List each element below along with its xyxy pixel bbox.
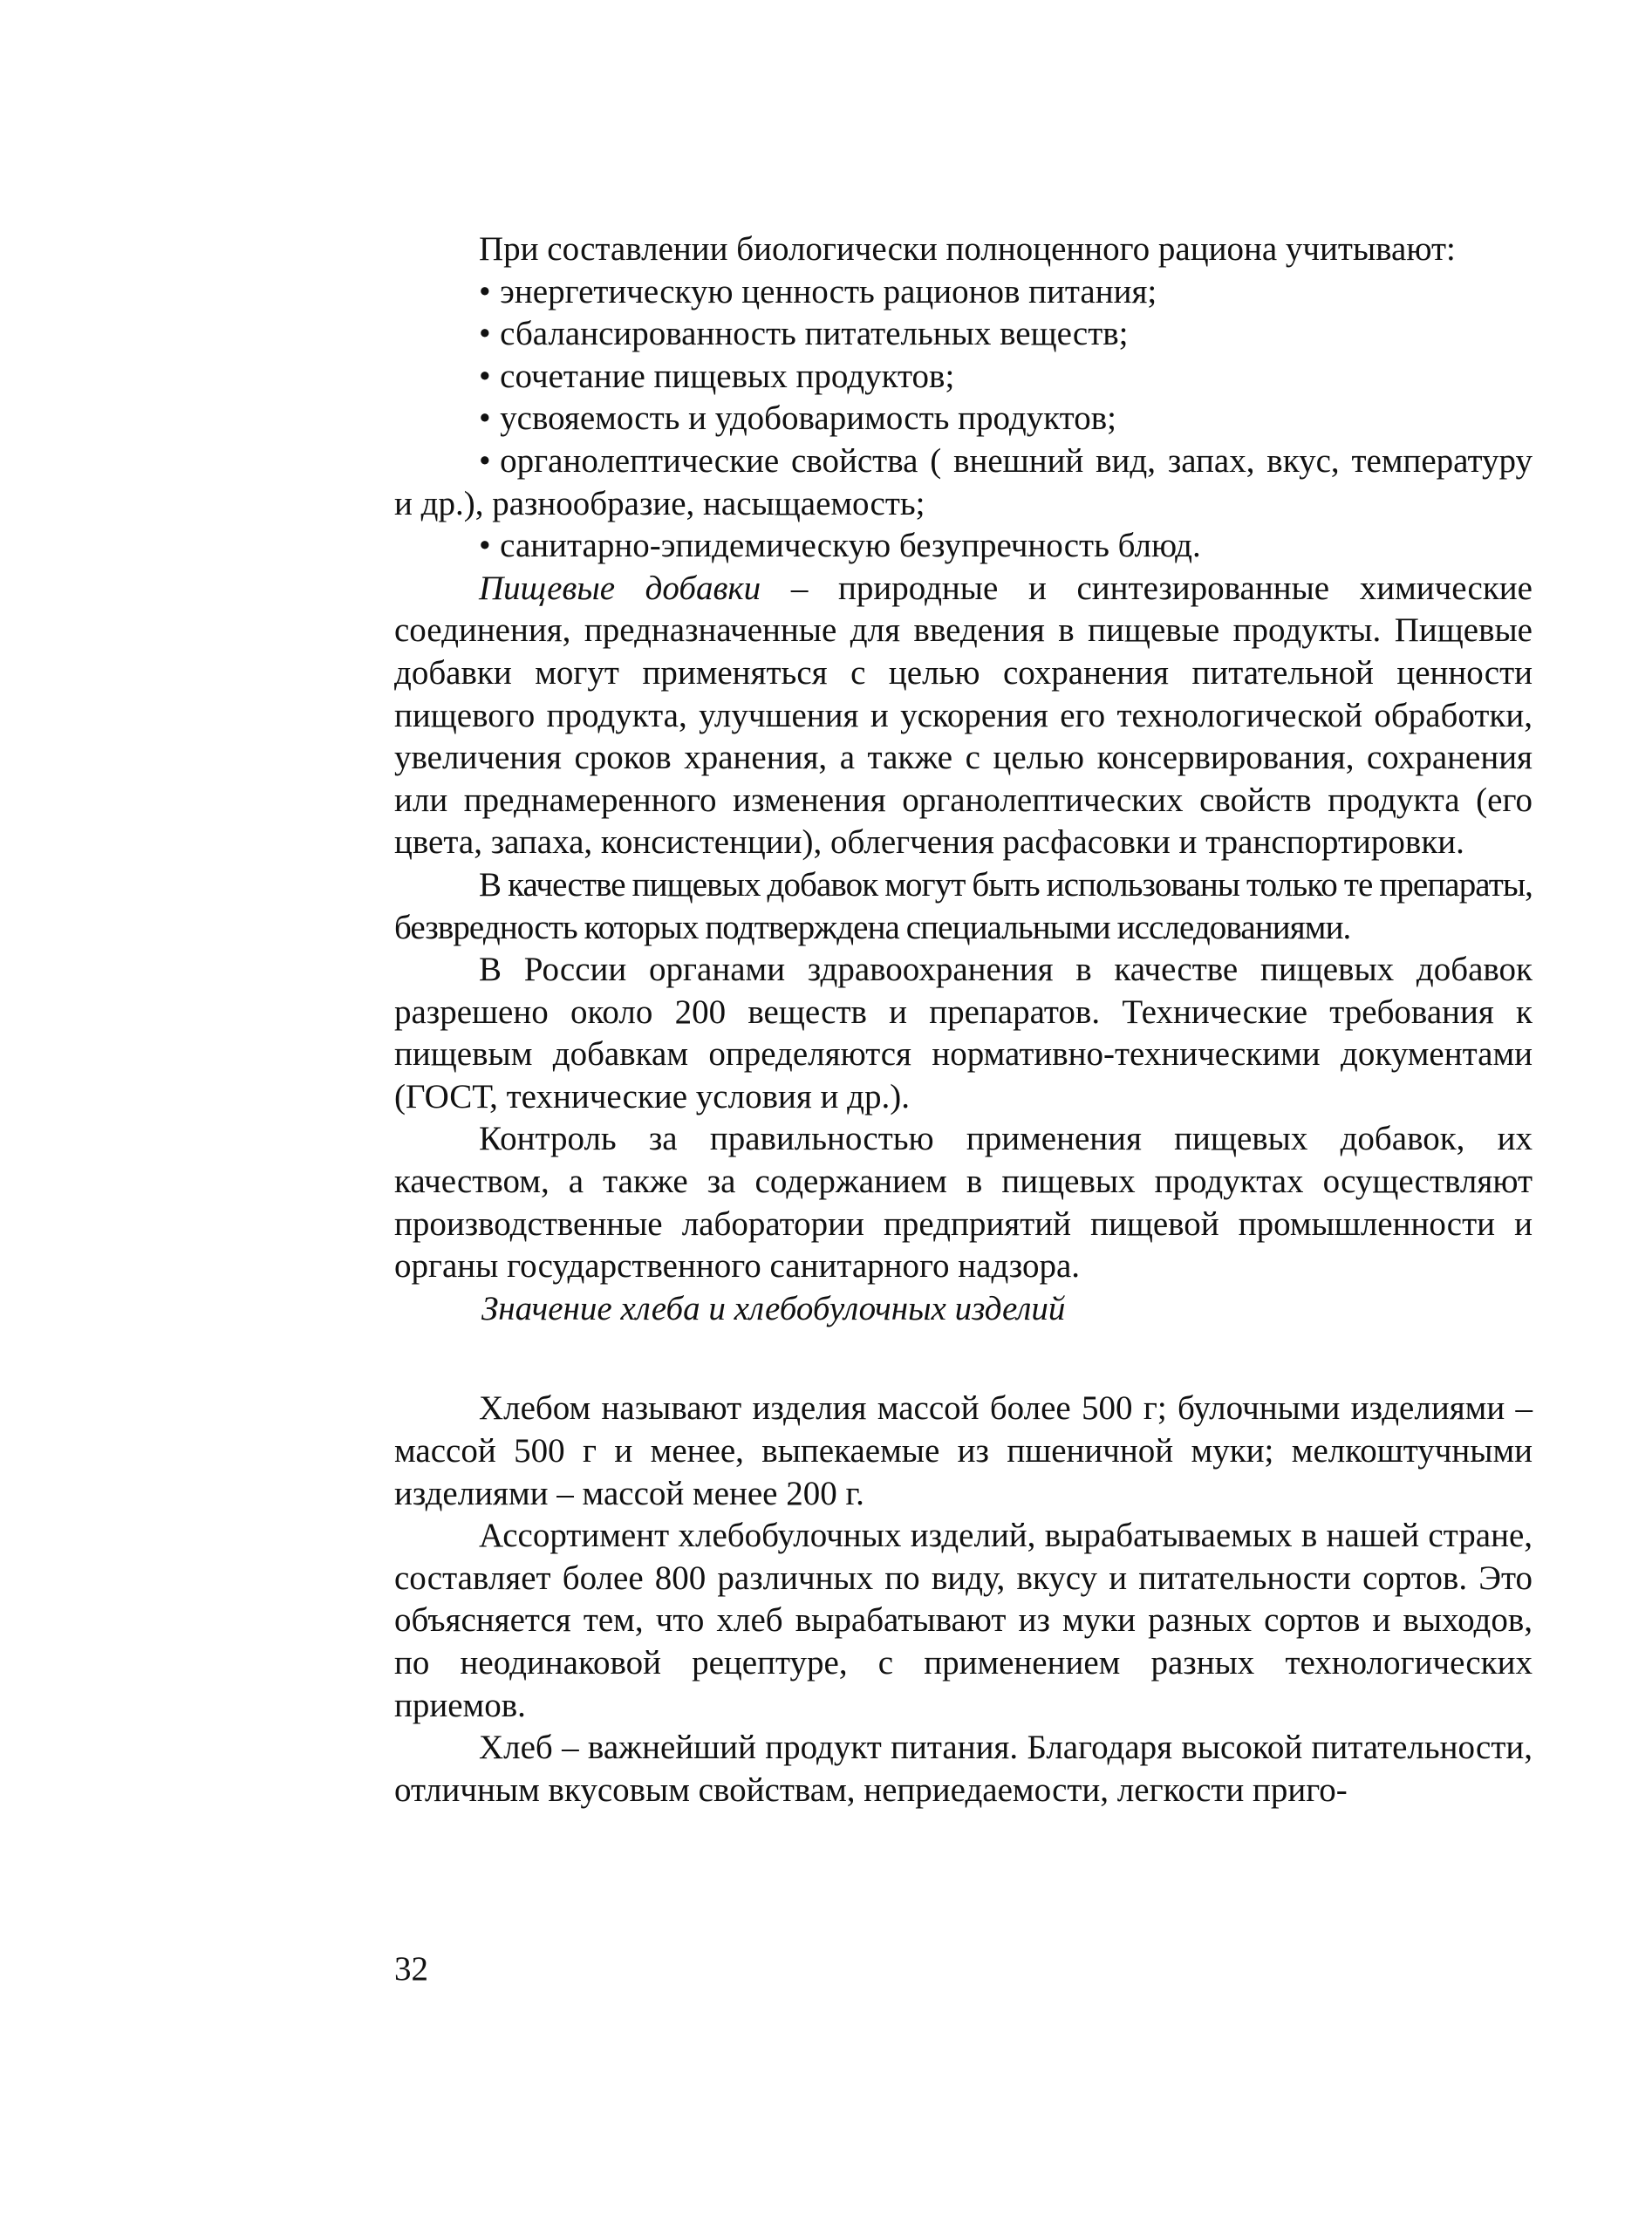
- page-number: 32: [394, 1950, 428, 1988]
- bullet-icon: •: [479, 357, 491, 395]
- bullet-item: [394, 271, 1533, 314]
- bullet-item: [394, 525, 1533, 568]
- paragraph-control: Контроль за правильностью применения пищевых добавок, их качеством, а также за содержанием в пищевых продуктах осуществляют производственные лаборатории предприятий пищевой промышленности и органы государственного санитарного надзора.: [394, 1120, 1533, 1286]
- intro-line: При составлении биологически полноценного рациона учитывают:: [479, 230, 1456, 268]
- additives-definition-paragraph: [394, 568, 1533, 864]
- bullet-text: санитарно-эпидемическую безупречность блюд.: [500, 527, 1201, 565]
- bullet-icon: •: [479, 441, 491, 480]
- bullet-icon: •: [479, 399, 491, 438]
- additives-definition: – природные и синтезированные химические соединения, предназначенные для введения в пищевые продукты. Пищевые добавки могут применяться с целью сохранения питательной ценности пищевого продукта, улучшения и ускорения его технологической обработки, увеличения сроков хранения, а также с целью консервирования, сохранения или преднамеренного изменения органолептических свойств продукта (его цвета, запаха, консистенции), облегчения расфасовки и транспортировки.: [394, 569, 1533, 862]
- bullet-text: сочетание пищевых продуктов;: [500, 357, 955, 395]
- paragraph-russia-regulation: В России органами здравоохранения в качестве пищевых добавок разрешено около 200 веществ и препаратов. Технические требования к пищевым добавкам определяются нормативно-техническими документами (ГОСТ, технические условия и др.).: [394, 951, 1533, 1115]
- bullet-text: энергетическую ценность рационов питания;: [500, 272, 1157, 310]
- bullet-item: [394, 313, 1533, 356]
- bullet-text: сбалансированность питательных веществ;: [500, 315, 1129, 353]
- bullet-text: органолептические свойства ( внешний вид, запах, вкус, температуру и др.), разнообразие, насыщаемость;: [394, 441, 1533, 522]
- term-food-additives: Пищевые добавки: [479, 569, 761, 607]
- bullet-text: усвояемость и удобоваримость продуктов;: [500, 399, 1116, 438]
- paragraph-safety: В качестве пищевых добавок могут быть использованы только те препараты, безвредность которых подтверждена специальными исследованиями.: [394, 865, 1533, 946]
- body-text: [394, 229, 1533, 1811]
- bullet-item: [394, 440, 1533, 525]
- bullet-item: [394, 398, 1533, 440]
- bullet-icon: •: [479, 315, 491, 353]
- paragraph-bread-definition: Хлебом называют изделия массой более 500 г; булочными изделиями – массой 500 г и менее, выпекаемые из пшеничной муки; мелкоштучными изделиями – массой менее 200 г.: [394, 1389, 1533, 1512]
- section-heading: Значение хлеба и хлебобулочных изделий: [481, 1289, 1066, 1327]
- bullet-item: [394, 356, 1533, 399]
- bullet-icon: •: [479, 527, 491, 565]
- paragraph-bread-importance: Хлеб – важнейший продукт питания. Благодаря высокой питательности, отличным вкусовым свойствам, неприедаемости, легкости приго-: [394, 1729, 1533, 1809]
- bullet-icon: •: [479, 272, 491, 310]
- paragraph-assortment: Ассортимент хлебобулочных изделий, вырабатываемых в нашей стране, составляет более 800 различных по виду, вкусу и питательности сортов. Это объясняется тем, что хлеб вырабатывают из муки разных сортов и выходов, по неодинаковой рецептуре, с применением разных технологических приемов.: [394, 1517, 1533, 1724]
